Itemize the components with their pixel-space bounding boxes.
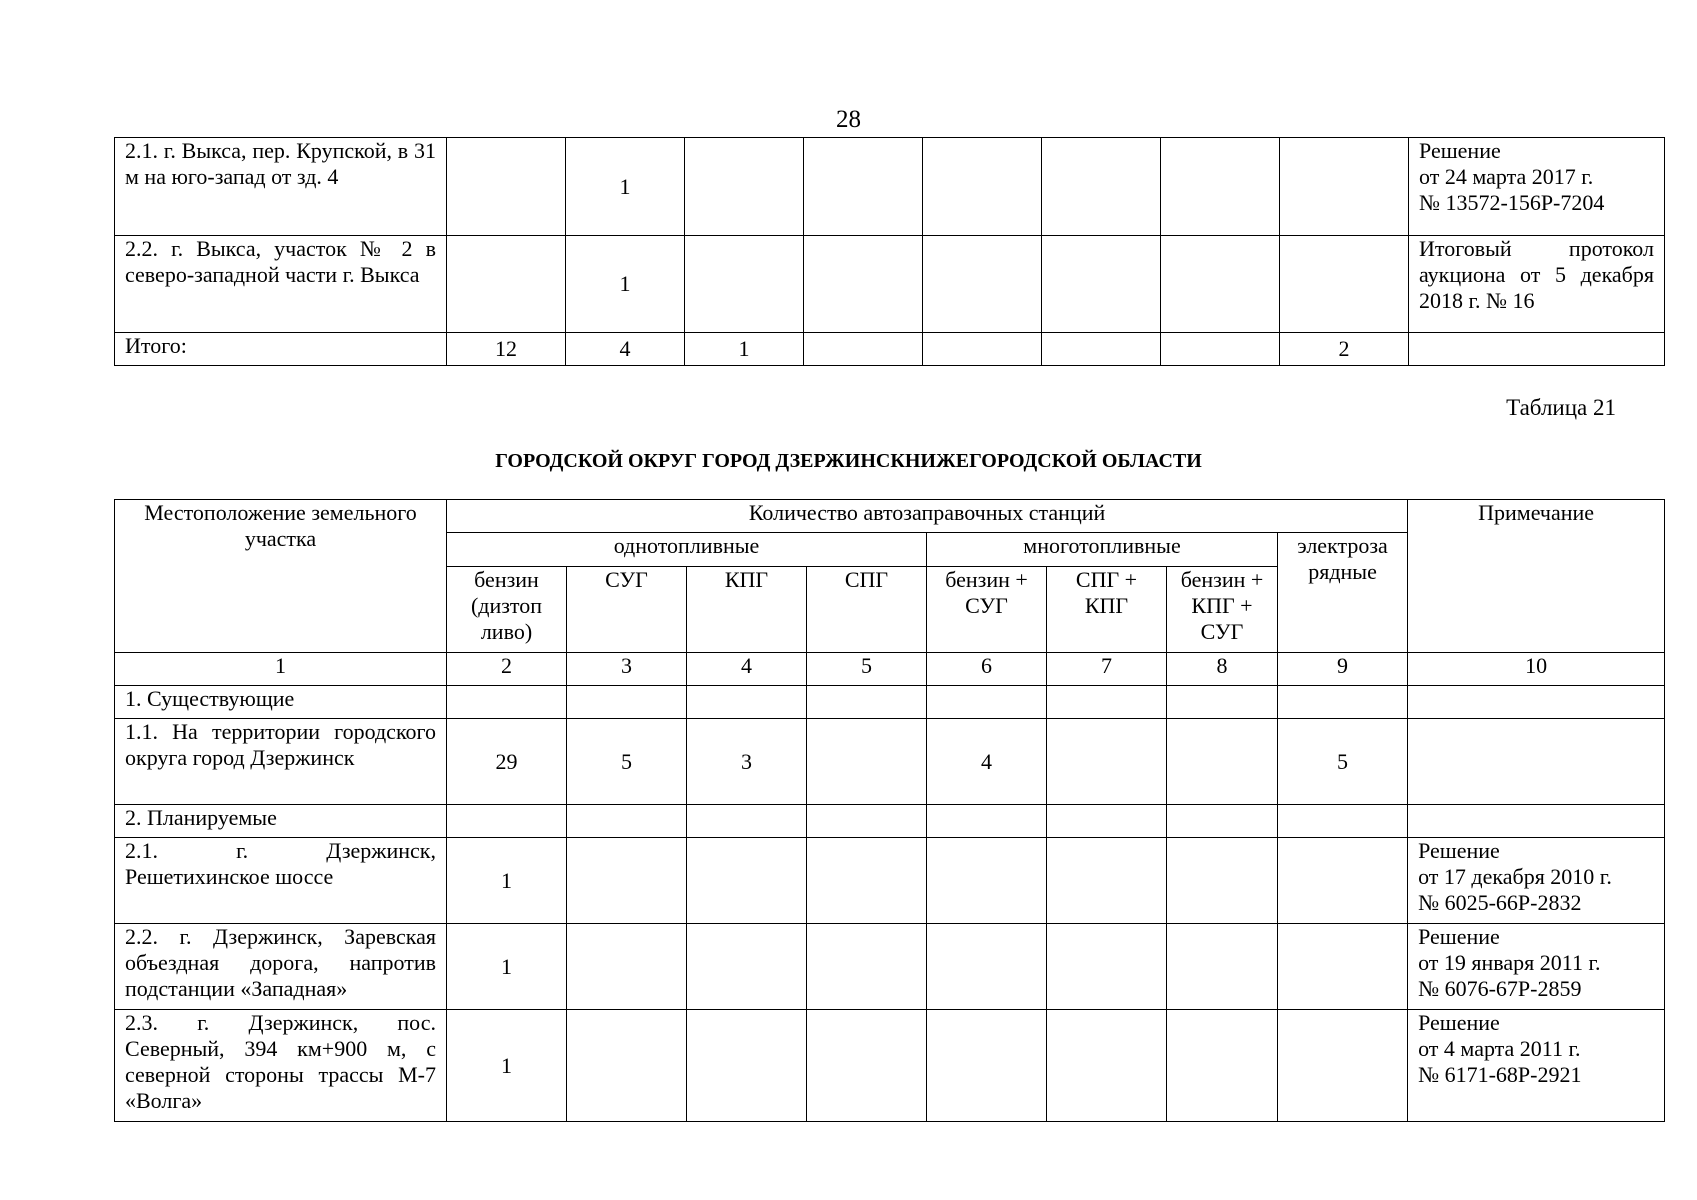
count-cell	[567, 838, 687, 924]
header-single-fuel: однотопливные	[447, 533, 927, 567]
count-cell	[923, 236, 1042, 333]
count-cell	[1167, 924, 1278, 1010]
count-cell	[1047, 924, 1167, 1010]
empty-cell	[447, 805, 567, 838]
count-cell	[447, 138, 566, 236]
empty-cell	[1167, 805, 1278, 838]
column-number: 2	[447, 653, 567, 686]
count-cell	[687, 838, 807, 924]
count-cell: 1	[447, 1010, 567, 1122]
note-line: от 24 марта 2017 г.	[1419, 164, 1594, 189]
count-cell	[1161, 236, 1280, 333]
header-col-3: СУГ	[567, 567, 687, 653]
column-number: 5	[807, 653, 927, 686]
empty-cell	[1278, 686, 1408, 719]
count-cell	[1167, 838, 1278, 924]
note-cell	[1408, 838, 1665, 924]
table-row	[115, 924, 1665, 1010]
header-col-4: КПГ	[687, 567, 807, 653]
header-col-7: СПГ + КПГ	[1047, 567, 1167, 653]
count-cell: 1	[447, 838, 567, 924]
count-cell: 4	[566, 333, 685, 366]
count-cell: 1	[566, 138, 685, 236]
count-cell: 2	[1280, 333, 1409, 366]
count-cell	[687, 1010, 807, 1122]
empty-cell	[567, 686, 687, 719]
count-cell	[807, 838, 927, 924]
column-number: 7	[1047, 653, 1167, 686]
section-label: 1. Существующие	[115, 686, 447, 719]
location-cell: Итого:	[115, 333, 447, 366]
count-cell	[807, 1010, 927, 1122]
location-cell: 2.3. г. Дзержинск, пос. Северный, 394 км+900 м, с северной стороны трассы М-7 «Волга»	[115, 1010, 447, 1122]
empty-cell	[1408, 686, 1665, 719]
table-row	[115, 719, 1665, 805]
count-cell	[1161, 333, 1280, 366]
count-cell	[804, 333, 923, 366]
note-line: Решение	[1418, 1010, 1500, 1035]
count-cell	[804, 236, 923, 333]
count-cell	[1167, 1010, 1278, 1122]
empty-cell	[567, 805, 687, 838]
header-multi-fuel: многотопливные	[927, 533, 1278, 567]
main-table	[114, 499, 1665, 1122]
page-number: 28	[836, 106, 861, 133]
table-row	[115, 1010, 1665, 1122]
column-number: 9	[1278, 653, 1408, 686]
column-number: 1	[115, 653, 447, 686]
location-cell: 2.2. г. Выкса, участок № 2 в северо-западной части г. Выкса	[115, 236, 447, 333]
count-cell: 5	[1278, 719, 1408, 805]
count-cell: 3	[687, 719, 807, 805]
header-col-8: бензин + КПГ + СУГ	[1167, 567, 1278, 653]
empty-cell	[687, 805, 807, 838]
note-line: № 6025-66Р-2832	[1418, 890, 1582, 915]
table-row	[115, 838, 1665, 924]
note-line: № 6076-67Р-2859	[1418, 976, 1582, 1001]
empty-cell	[807, 805, 927, 838]
section-title: ГОРОДСКОЙ ОКРУГ ГОРОД ДЗЕРЖИНСКНИЖЕГОРОДСКОЙ ОБЛАСТИ	[495, 450, 1202, 472]
section-row	[115, 805, 1665, 838]
note-line: Итоговый протокол аукциона от 5 декабря 2018 г. № 16	[1419, 236, 1654, 313]
note-cell	[1409, 333, 1665, 366]
empty-cell	[687, 686, 807, 719]
count-cell	[1047, 1010, 1167, 1122]
section-label: 2. Планируемые	[115, 805, 447, 838]
header-row-1	[115, 500, 1665, 533]
note-line: от 4 марта 2011 г.	[1418, 1036, 1581, 1061]
count-cell	[685, 138, 804, 236]
column-number: 3	[567, 653, 687, 686]
note-line: от 19 января 2011 г.	[1418, 950, 1601, 975]
continued-table	[114, 137, 1665, 366]
empty-cell	[1408, 805, 1665, 838]
empty-cell	[1047, 805, 1167, 838]
count-cell: 1	[566, 236, 685, 333]
count-cell: 5	[567, 719, 687, 805]
header-col-2: бензин (дизтоп ливо)	[447, 567, 567, 653]
count-cell	[1047, 838, 1167, 924]
table-row	[115, 138, 1665, 236]
note-cell	[1408, 1010, 1665, 1122]
empty-cell	[927, 686, 1047, 719]
location-cell: 1.1. На территории городского округа город Дзержинск	[115, 719, 447, 805]
header-col-6: бензин + СУГ	[927, 567, 1047, 653]
count-cell	[1167, 719, 1278, 805]
table-row	[115, 236, 1665, 333]
note-cell	[1409, 138, 1665, 236]
count-cell	[927, 924, 1047, 1010]
note-line: № 6171-68Р-2921	[1418, 1062, 1582, 1087]
count-cell	[685, 236, 804, 333]
location-cell: 2.1. г. Дзержинск, Решетихинское шоссе	[115, 838, 447, 924]
count-cell	[804, 138, 923, 236]
column-number: 8	[1167, 653, 1278, 686]
empty-cell	[447, 686, 567, 719]
count-cell	[1278, 838, 1408, 924]
count-cell	[1042, 236, 1161, 333]
count-cell: 1	[447, 924, 567, 1010]
note-cell	[1408, 719, 1665, 805]
count-cell	[447, 236, 566, 333]
note-line: Решение	[1419, 138, 1501, 163]
column-numbers-row	[115, 653, 1665, 686]
note-line: Решение	[1418, 924, 1500, 949]
header-count: Количество автозаправочных станций	[447, 500, 1408, 533]
count-cell	[687, 924, 807, 1010]
count-cell	[1042, 333, 1161, 366]
column-number: 10	[1408, 653, 1665, 686]
count-cell	[1047, 719, 1167, 805]
section-row	[115, 686, 1665, 719]
column-number: 6	[927, 653, 1047, 686]
count-cell	[567, 924, 687, 1010]
empty-cell	[807, 686, 927, 719]
location-cell: 2.2. г. Дзержинск, Заревская объездная дорога, напротив подстанции «Западная»	[115, 924, 447, 1010]
count-cell: 4	[927, 719, 1047, 805]
empty-cell	[927, 805, 1047, 838]
column-number: 4	[687, 653, 807, 686]
header-location: Местоположение земельного участка	[115, 500, 447, 653]
count-cell	[927, 838, 1047, 924]
table-label: Таблица 21	[1506, 395, 1616, 420]
count-cell	[927, 1010, 1047, 1122]
header-note: Примечание	[1408, 500, 1665, 653]
count-cell: 12	[447, 333, 566, 366]
empty-cell	[1278, 805, 1408, 838]
empty-cell	[1167, 686, 1278, 719]
note-line: от 17 декабря 2010 г.	[1418, 864, 1612, 889]
header-col-5: СПГ	[807, 567, 927, 653]
count-cell: 1	[685, 333, 804, 366]
count-cell	[1280, 236, 1409, 333]
location-cell: 2.1. г. Выкса, пер. Крупской, в 31 м на юго-запад от зд. 4	[115, 138, 447, 236]
count-cell	[1280, 138, 1409, 236]
count-cell	[923, 333, 1042, 366]
count-cell	[1278, 924, 1408, 1010]
count-cell	[807, 924, 927, 1010]
note-line: № 13572-156Р-7204	[1419, 190, 1605, 215]
count-cell	[1161, 138, 1280, 236]
empty-cell	[1047, 686, 1167, 719]
count-cell	[567, 1010, 687, 1122]
note-cell	[1408, 924, 1665, 1010]
count-cell: 29	[447, 719, 567, 805]
note-cell	[1409, 236, 1665, 333]
table-row	[115, 333, 1665, 366]
count-cell	[923, 138, 1042, 236]
count-cell	[1278, 1010, 1408, 1122]
header-electric: электроза рядные	[1278, 533, 1408, 653]
count-cell	[807, 719, 927, 805]
count-cell	[1042, 138, 1161, 236]
note-line: Решение	[1418, 838, 1500, 863]
